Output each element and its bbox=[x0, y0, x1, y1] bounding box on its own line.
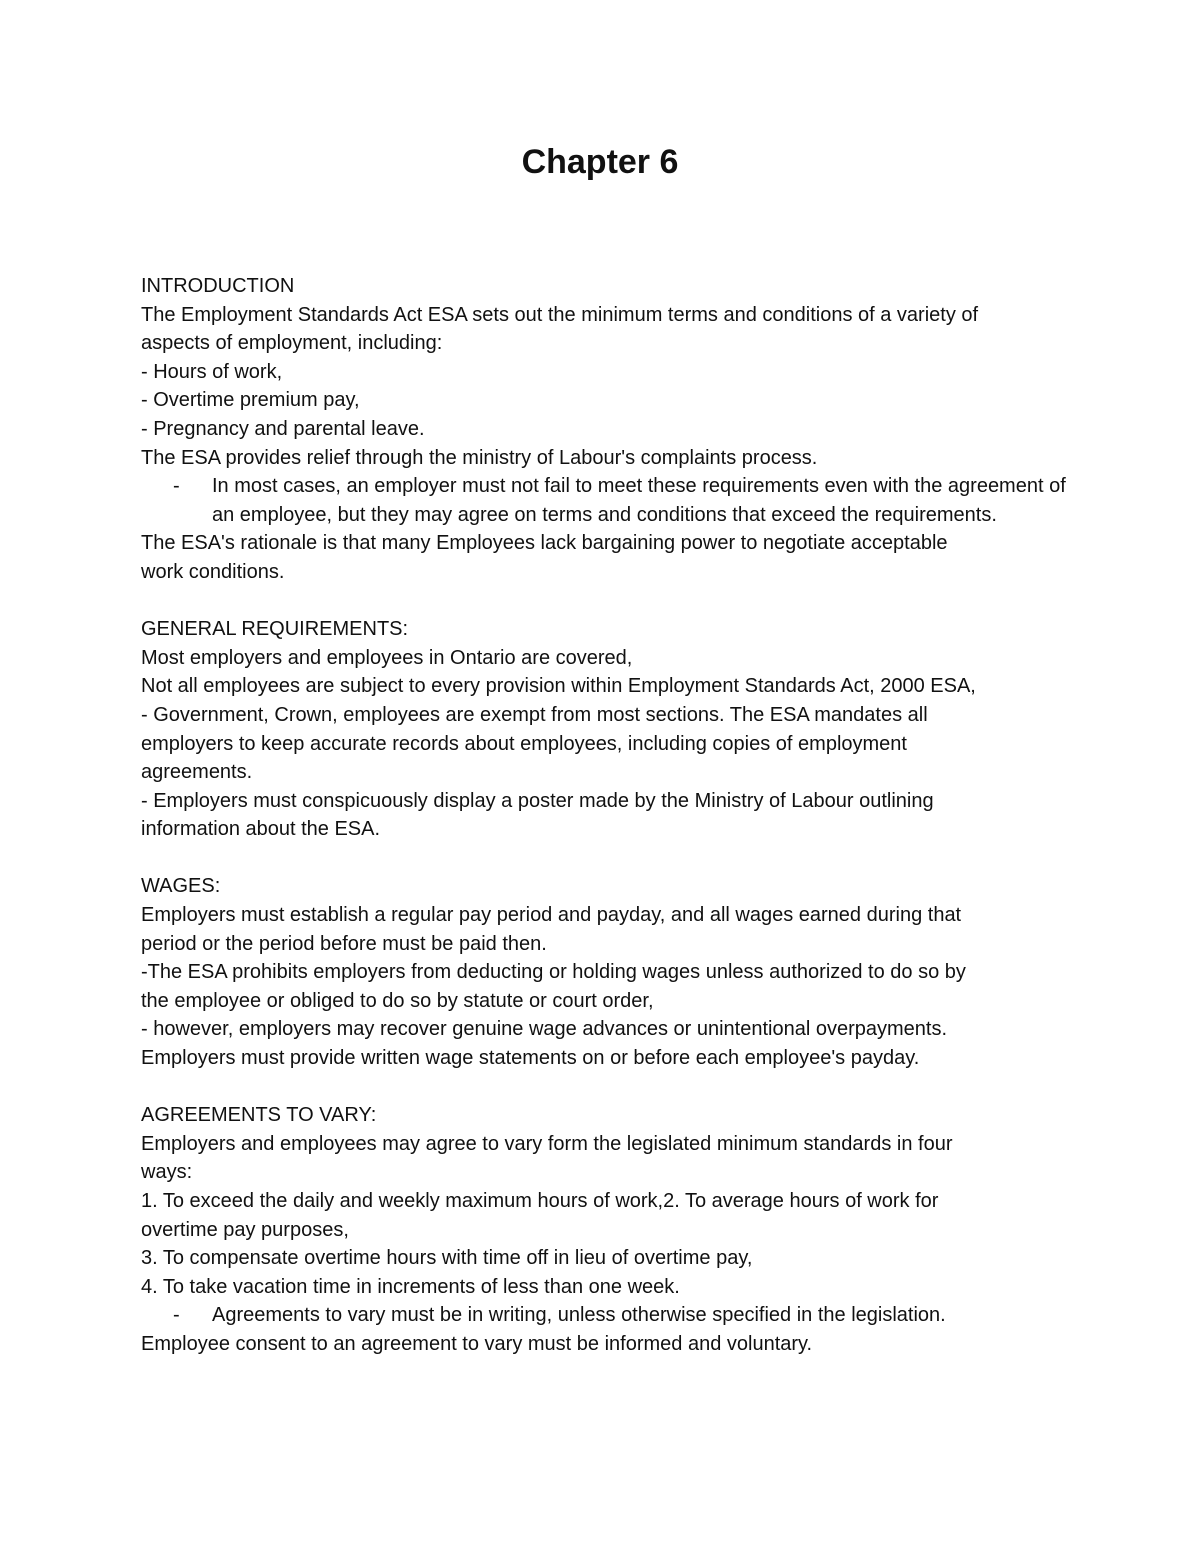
intro-rationale-line: work conditions. bbox=[141, 560, 285, 583]
agreements-bullet-item bbox=[141, 1301, 1081, 1330]
document-body bbox=[141, 272, 1081, 1359]
general-line: Most employers and employees in Ontario are covered, bbox=[141, 646, 633, 669]
intro-bullet-text: In most cases, an employer must not fail to meet these requirements even with the agreement of an employee, but they may agree on terms and conditions that exceed the requirements. bbox=[212, 475, 1066, 526]
general-line: - Employers must conspicuously display a poster made by the Ministry of Labour outlining bbox=[141, 789, 934, 812]
paragraph-gap bbox=[141, 587, 1081, 616]
intro-list-item: - Hours of work, bbox=[141, 360, 283, 383]
general-line: information about the ESA. bbox=[141, 818, 381, 841]
agreements-line: Employee consent to an agreement to vary must be informed and voluntary. bbox=[141, 1332, 813, 1355]
general-line: employers to keep accurate records about employees, including copies of employment bbox=[141, 732, 907, 755]
wages-line: the employee or obliged to do so by statute or court order, bbox=[141, 989, 654, 1012]
wages-line: Employers must provide written wage statements on or before each employee's payday. bbox=[141, 1047, 920, 1070]
general-line: agreements. bbox=[141, 761, 253, 784]
general-line: Not all employees are subject to every provision within Employment Standards Act, 2000 ESA, bbox=[141, 675, 976, 698]
paragraph-gap bbox=[141, 1073, 1081, 1102]
section-heading-wages: WAGES: bbox=[141, 875, 221, 898]
intro-paragraph-line: The Employment Standards Act ESA sets out the minimum terms and conditions of a variety of bbox=[141, 303, 979, 326]
section-heading-general-requirements: GENERAL REQUIREMENTS: bbox=[141, 618, 409, 641]
intro-rationale-line: The ESA's rationale is that many Employees lack bargaining power to negotiate acceptable bbox=[141, 532, 948, 555]
page-title: Chapter 6 bbox=[521, 143, 679, 181]
bullet-dash: - bbox=[173, 475, 180, 498]
section-heading-agreements-to-vary: AGREEMENTS TO VARY: bbox=[141, 1104, 377, 1127]
agreements-line: Employers and employees may agree to vary form the legislated minimum standards in four bbox=[141, 1132, 953, 1155]
wages-line: -The ESA prohibits employers from deducting or holding wages unless authorized to do so by bbox=[141, 961, 966, 984]
agreements-line: 4. To take vacation time in increments of less than one week. bbox=[141, 1275, 680, 1298]
paragraph-gap bbox=[141, 844, 1081, 873]
intro-relief-line: The ESA provides relief through the ministry of Labour's complaints process. bbox=[141, 446, 818, 469]
general-line: - Government, Crown, employees are exempt from most sections. The ESA mandates all bbox=[141, 703, 928, 726]
wages-line: period or the period before must be paid then. bbox=[141, 932, 547, 955]
intro-paragraph-line: aspects of employment, including: bbox=[141, 332, 443, 355]
section-heading-introduction: INTRODUCTION bbox=[141, 275, 295, 297]
intro-bullet-item bbox=[141, 472, 1081, 529]
agreements-line: 1. To exceed the daily and weekly maximum hours of work,2. To average hours of work for bbox=[141, 1190, 939, 1212]
intro-list-item: - Overtime premium pay, bbox=[141, 389, 360, 412]
intro-list-item: - Pregnancy and parental leave. bbox=[141, 417, 425, 440]
agreements-line: overtime pay purposes, bbox=[141, 1218, 349, 1241]
bullet-dash: - bbox=[173, 1304, 180, 1327]
agreements-line: ways: bbox=[141, 1161, 193, 1184]
agreements-line: 3. To compensate overtime hours with time off in lieu of overtime pay, bbox=[141, 1247, 753, 1270]
agreements-bullet-text: Agreements to vary must be in writing, unless otherwise specified in the legislation. bbox=[212, 1304, 946, 1327]
wages-line: Employers must establish a regular pay period and payday, and all wages earned during that bbox=[141, 904, 962, 927]
wages-line: - however, employers may recover genuine wage advances or unintentional overpayments. bbox=[141, 1018, 947, 1041]
